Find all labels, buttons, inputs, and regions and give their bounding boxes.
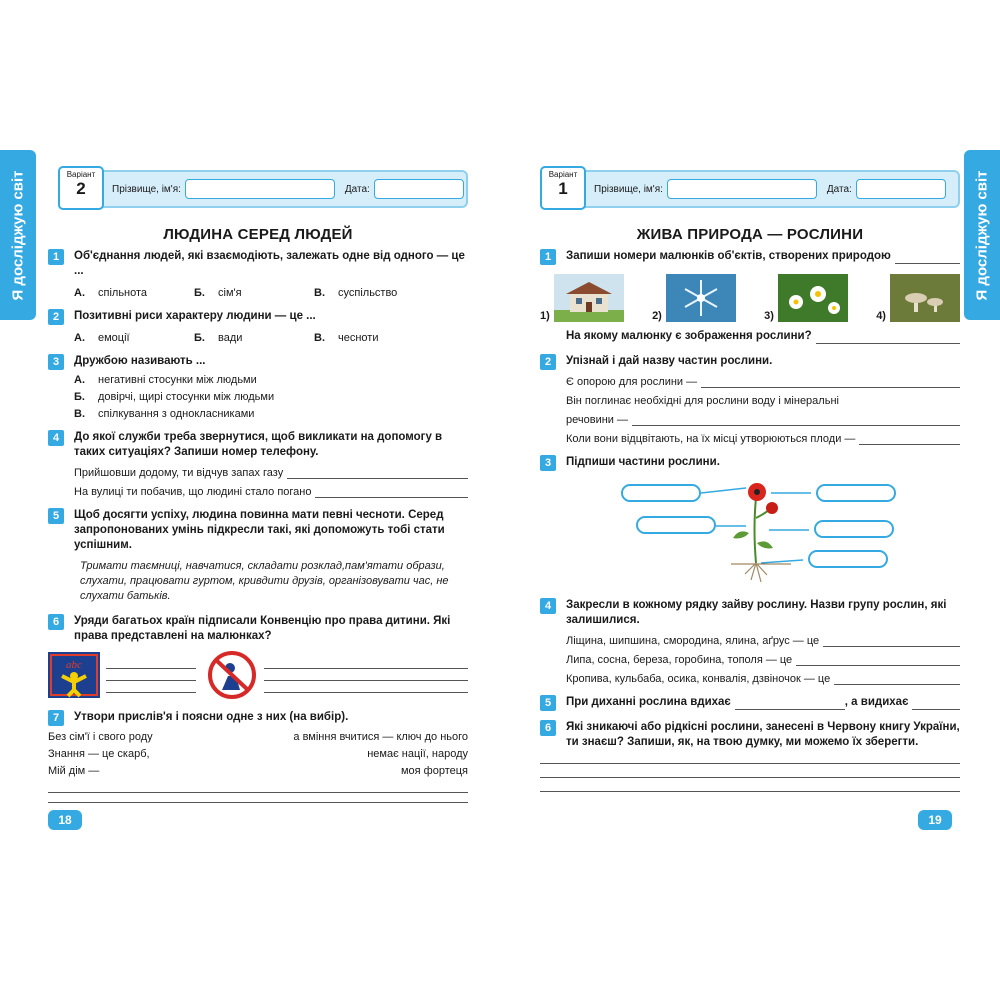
question-number: 7 xyxy=(48,710,64,726)
plant-diagram xyxy=(566,478,960,588)
question-number: 2 xyxy=(540,354,556,370)
question-number: 3 xyxy=(540,455,556,471)
plant-part-label-box[interactable] xyxy=(814,520,894,538)
answer-line[interactable] xyxy=(106,681,196,693)
question-text: Запиши номери малюнків об'єктів, створених природою xyxy=(566,250,891,262)
name-label: Прізвище, ім'я: xyxy=(112,183,181,195)
question-number: 1 xyxy=(48,249,64,265)
question-number: 6 xyxy=(540,720,556,736)
answer-prompt: Коли вони відцвітають, на їх місці утворюються плоди — xyxy=(566,433,856,445)
question-6 xyxy=(48,614,468,700)
proverb-row xyxy=(48,765,468,777)
question-1 xyxy=(540,249,960,344)
question-text: Об'єднання людей, які взаємодіють, залежать одне від одного — це ... xyxy=(74,250,465,277)
question-5 xyxy=(540,695,960,710)
option-letter: Б. xyxy=(194,332,205,344)
header-bar xyxy=(58,170,468,208)
answer-prompt: речовини — xyxy=(566,414,628,426)
question-text: До якої служби треба звернутися, щоб викликати на допомогу в таких ситуаціях? Запиши номер телефону. xyxy=(74,431,443,458)
answer-line[interactable] xyxy=(264,681,468,693)
question-5 xyxy=(48,508,468,604)
option-a[interactable] xyxy=(74,374,468,386)
proverb-start[interactable]: Мій дім — xyxy=(48,765,100,777)
question-text: Утвори прислів'я і поясни одне з них (на вибір). xyxy=(74,711,349,723)
answer-line[interactable] xyxy=(106,669,196,681)
question-text: Закресли в кожному рядку зайву рослину. Назви групу рослин, які залишилися. xyxy=(566,599,947,626)
education-right-icon xyxy=(48,652,100,698)
variant-box xyxy=(540,166,586,210)
answer-line[interactable] xyxy=(48,777,468,793)
option-letter: Б. xyxy=(74,391,85,403)
prohibition-sign-icon xyxy=(206,650,258,700)
photo-label: 3) xyxy=(764,310,774,322)
question-4 xyxy=(540,598,960,685)
page-number: 18 xyxy=(48,810,82,830)
answer-line[interactable] xyxy=(315,488,468,498)
question-text: , а видихає xyxy=(844,696,909,708)
question-3 xyxy=(48,354,468,420)
answer-line[interactable] xyxy=(287,469,468,479)
answer-line[interactable] xyxy=(796,656,960,666)
option-letter: В. xyxy=(74,408,85,420)
question-text: Підпиши частини рослини. xyxy=(566,456,720,468)
question-text: Позитивні риси характеру людини — це ... xyxy=(74,310,316,322)
side-tab-left xyxy=(0,150,36,320)
option-text: чесноти xyxy=(338,332,379,344)
question-number: 2 xyxy=(48,309,64,325)
sub-question-text: На якому малюнку є зображення рослини? xyxy=(566,330,812,342)
proverb-end[interactable]: моя фортеця xyxy=(400,765,468,777)
daisies-photo xyxy=(778,274,848,322)
answer-line[interactable] xyxy=(632,416,960,426)
question-3 xyxy=(540,455,960,588)
question-text: Які зникаючі або рідкісні рослини, занесені в Червону книгу України, ти знаєш? Запиши, як, на твою думку, ми можемо їх зберегти. xyxy=(566,721,960,748)
name-label: Прізвище, ім'я: xyxy=(594,183,663,195)
header-bar xyxy=(540,170,960,208)
answer-prompt: Він поглинає необхідні для рослини воду і мінеральні xyxy=(566,395,839,407)
date-label: Дата: xyxy=(344,183,370,195)
page-title: ЖИВА ПРИРОДА — РОСЛИНИ xyxy=(636,226,864,243)
variant-number: 2 xyxy=(76,179,86,198)
answer-line[interactable] xyxy=(540,764,960,778)
option-text: спілкування з однокласниками xyxy=(98,408,255,420)
option-text: емоції xyxy=(98,332,130,344)
date-field[interactable] xyxy=(856,179,946,199)
question-text: Упізнай і дай назву частин рослини. xyxy=(566,355,773,367)
option-c[interactable] xyxy=(314,332,434,344)
side-tab-right xyxy=(964,150,1000,320)
proverb-end[interactable]: а вміння вчитися — ключ до нього xyxy=(293,731,468,743)
plant-list[interactable]: Кропива, кульбаба, осика, конвалія, дзвіночок — це xyxy=(566,673,831,685)
answer-line[interactable] xyxy=(912,700,960,710)
mushrooms-photo xyxy=(890,274,960,322)
left-page xyxy=(48,170,468,813)
plant-list[interactable]: Ліщина, шипшина, смородина, ялина, аґрус — це xyxy=(566,635,820,647)
variant-number: 1 xyxy=(558,179,568,198)
plant-part-label-box[interactable] xyxy=(808,550,888,568)
answer-prompt: Є опорою для рослини — xyxy=(566,376,698,388)
question-number: 5 xyxy=(48,508,64,524)
option-a[interactable] xyxy=(74,332,194,344)
answer-line[interactable] xyxy=(264,669,468,681)
question-6 xyxy=(540,720,960,792)
name-field[interactable] xyxy=(667,179,817,199)
option-b[interactable] xyxy=(74,391,468,403)
answer-prompt: На вулиці ти побачив, що людині стало погано xyxy=(74,486,312,498)
answer-line[interactable] xyxy=(895,254,960,264)
option-letter: А. xyxy=(74,287,85,299)
question-1 xyxy=(48,249,468,299)
photo-label: 1) xyxy=(540,310,550,322)
answer-line[interactable] xyxy=(701,378,960,388)
skills-list[interactable]: Тримати таємниці, навчатися, складати розклад,пам'ятати образи, слухати, працювати гуртом, кривдити друзів, організовувати час, не слухати батьків. xyxy=(80,560,449,602)
option-a[interactable] xyxy=(74,287,194,299)
house-photo xyxy=(554,274,624,322)
answer-line[interactable] xyxy=(540,778,960,792)
snowflake-photo xyxy=(666,274,736,322)
photo-label: 2) xyxy=(652,310,662,322)
date-field[interactable] xyxy=(374,179,464,199)
option-text: довірчі, щирі стосунки між людьми xyxy=(98,391,275,403)
answer-line[interactable] xyxy=(264,657,468,669)
option-letter: А. xyxy=(74,374,85,386)
option-letter: В. xyxy=(314,332,325,344)
plant-list[interactable]: Липа, сосна, береза, горобина, тополя — це xyxy=(566,654,793,666)
page-title: ЛЮДИНА СЕРЕД ЛЮДЕЙ xyxy=(163,226,353,243)
question-number: 3 xyxy=(48,354,64,370)
proverb-start[interactable]: Без сім'ї і свого роду xyxy=(48,731,153,743)
option-b[interactable] xyxy=(194,332,314,344)
question-text: Уряди багатьох країн підписали Конвенцію про права дитини. Які права представлені на малюнках? xyxy=(74,615,451,642)
question-text: При диханні рослина вдихає xyxy=(566,696,731,708)
plant-part-label-box[interactable] xyxy=(621,484,701,502)
answer-line[interactable] xyxy=(106,657,196,669)
option-letter: А. xyxy=(74,332,85,344)
answer-line[interactable] xyxy=(823,637,960,647)
answer-line[interactable] xyxy=(816,334,960,344)
option-c[interactable] xyxy=(314,287,434,299)
question-number: 4 xyxy=(48,430,64,446)
variant-label: Варіант xyxy=(66,170,96,179)
answer-prompt: Прийшовши додому, ти відчув запах газу xyxy=(74,467,284,479)
variant-label: Варіант xyxy=(548,170,578,179)
answer-line[interactable] xyxy=(540,750,960,764)
question-text: Дружбою називають ... xyxy=(74,355,206,367)
question-number: 6 xyxy=(48,614,64,630)
question-number: 5 xyxy=(540,695,556,711)
page-number: 19 xyxy=(918,810,952,830)
question-text: Щоб досягти успіху, людина повинна мати певні чесноти. Серед запропонованих умінь підкресли такі, які допоможуть тобі стати успішним. xyxy=(74,509,445,551)
question-2 xyxy=(48,309,468,344)
option-letter: Б. xyxy=(194,287,205,299)
option-text: вади xyxy=(218,332,243,344)
option-letter: В. xyxy=(314,287,325,299)
option-text: сім'я xyxy=(218,287,242,299)
proverb-row xyxy=(48,731,468,743)
answer-line[interactable] xyxy=(859,435,960,445)
option-b[interactable] xyxy=(194,287,314,299)
proverb-end[interactable]: немає нації, народу xyxy=(367,748,468,760)
date-label: Дата: xyxy=(826,183,852,195)
side-tab-label: Я досліджую світ xyxy=(9,169,27,301)
option-text: суспільство xyxy=(338,287,398,299)
answer-line[interactable] xyxy=(735,700,845,710)
proverb-start[interactable]: Знання — це скарб, xyxy=(48,748,150,760)
question-7 xyxy=(48,710,468,803)
proverb-row xyxy=(48,748,468,760)
photo-label: 4) xyxy=(876,310,886,322)
question-4 xyxy=(48,430,468,498)
svg-text:abc: abc xyxy=(66,659,82,671)
question-number: 1 xyxy=(540,249,556,265)
option-text: негативні стосунки між людьми xyxy=(98,374,257,386)
option-c[interactable] xyxy=(74,408,468,420)
poppy-plant-illustration xyxy=(701,478,811,588)
right-page xyxy=(540,170,960,802)
answer-line[interactable] xyxy=(834,675,960,685)
name-field[interactable] xyxy=(185,179,335,199)
question-2 xyxy=(540,354,960,445)
answer-line[interactable] xyxy=(48,793,468,803)
side-tab-label: Я досліджую світ xyxy=(973,169,991,301)
option-text: спільнота xyxy=(98,287,148,299)
variant-box xyxy=(58,166,104,210)
plant-part-label-box[interactable] xyxy=(816,484,896,502)
question-number: 4 xyxy=(540,598,556,614)
